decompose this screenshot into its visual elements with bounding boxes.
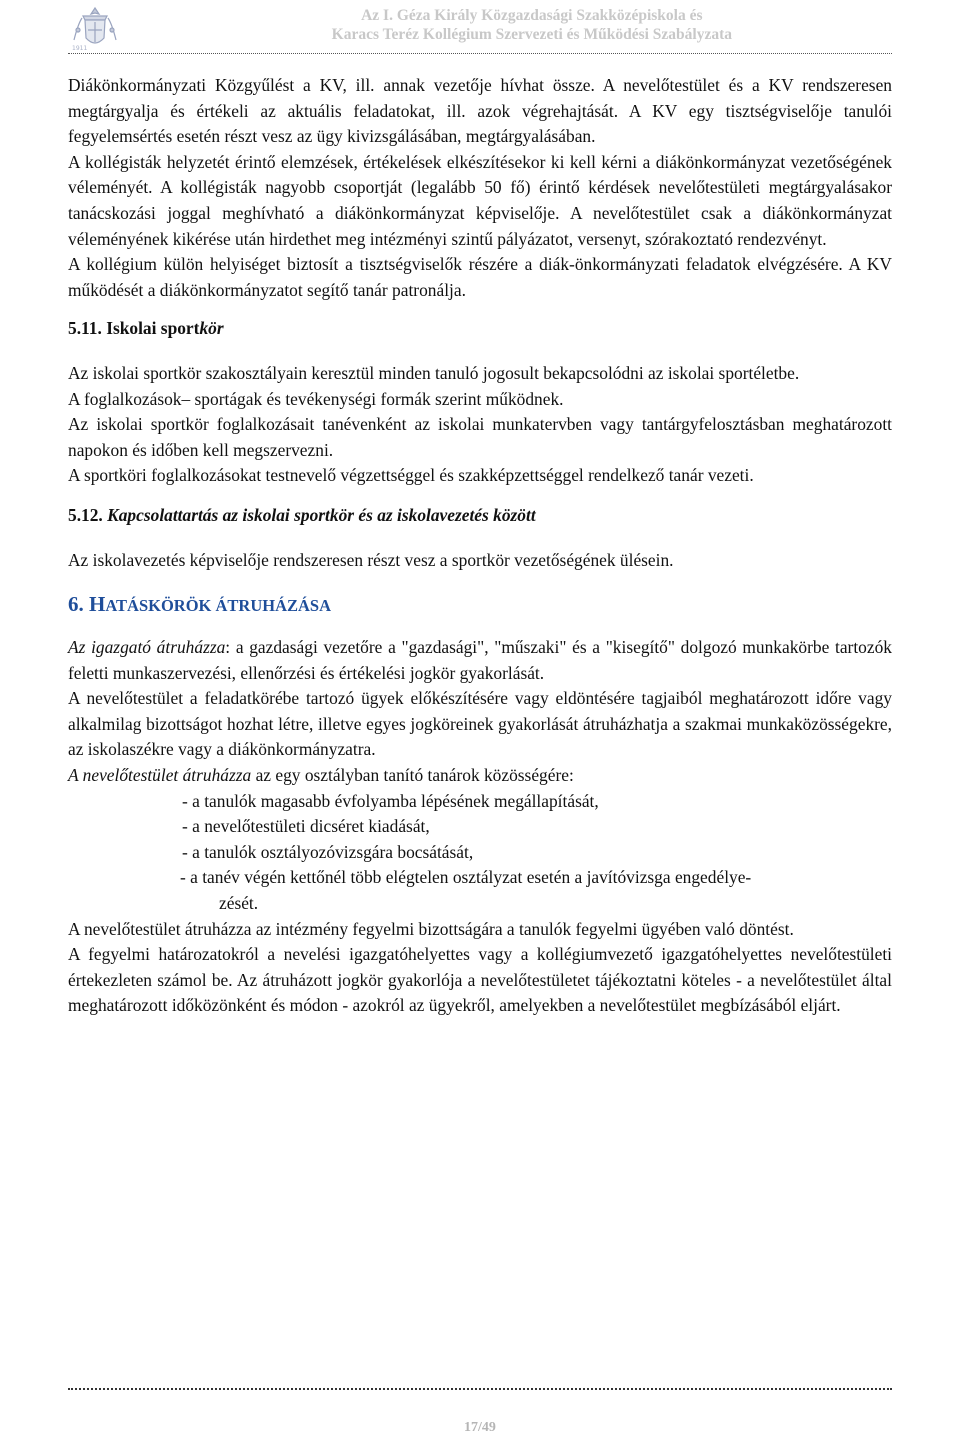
section-number: 5.11. xyxy=(68,318,102,339)
document-body xyxy=(68,73,892,1019)
header-line-1: Az I. Géza Király Közgazdasági Szakközépiskola és xyxy=(361,7,703,24)
section-title-italic: kör xyxy=(199,318,224,339)
list-item: - a tanulók osztályozóvizsgára bocsátását, xyxy=(182,841,474,862)
italic-lead: Az igazgató átruházza xyxy=(68,637,226,658)
document-title xyxy=(332,6,732,44)
paragraph-text: az egy osztályban tanító tanárok közösségére: xyxy=(251,765,574,786)
hataskor-paragraph-4: A nevelőtestület átruházza az intézmény fegyelmi bizottságára a tanulók fegyelmi ügyében való döntést. xyxy=(68,918,794,939)
list-item: - a tanulók magasabb évfolyamba lépésének megállapítását, xyxy=(182,790,599,811)
section-5-12-heading xyxy=(68,503,892,529)
sportkor-paragraph-3: Az iskolai sportkör foglalkozásait tanévenként az iskolai munkatervben vagy tantárgyfelosztásban meghatározott napokon és időben kell megszervezni. xyxy=(68,414,892,460)
list-item-continuation: zését. xyxy=(219,893,259,914)
section-number: 5.12. xyxy=(68,504,103,525)
intro-paragraph-1: Diákönkormányzati Közgyűlést a KV, ill. annak vezetője hívhat össze. A nevelőtestület és a KV rendszeresen megtárgyalja és értékeli az aktuális feladatokat, ill. azok végrehajtását. A KV egy tisztségviselője tanulói fegyelemsértés esetén részt vesz az ügy kivizsgálásában, megtárgyalásában. xyxy=(68,75,892,147)
list-item: - a nevelőtestületi dicséret kiadását, xyxy=(182,816,430,837)
sportkor-paragraph-2: A foglalkozások– sportágak és tevékenységi formák szerint működnek. xyxy=(68,388,564,409)
section-5-11-heading xyxy=(68,316,892,342)
page-header xyxy=(0,0,960,56)
section-title: Kapcsolattartás az iskolai sportkör és az iskolavezetés között xyxy=(107,504,536,525)
hataskor-paragraph-3 xyxy=(68,763,892,789)
section-title-initial: H xyxy=(89,592,106,617)
svg-text:1911: 1911 xyxy=(72,45,88,52)
hataskor-paragraph-5: A fegyelmi határozatokról a nevelési igazgatóhelyettes vagy a kollégiumvezető igazgatóhelyettes nevelőtestületi értekezleten számol be. Az átruházott jogkör gyakorlója a nevelőtestületet tájékoztatni köteles - a nevelőtestület által meghatározott időközönként és módon - azokról az ügyekről, amelyekben a nevelőtestület megbízásából eljárt. xyxy=(68,944,892,1016)
hataskor-paragraph-2: A nevelőtestület a feladatkörébe tartozó ügyek előkészítésére vagy eldöntésére tagjaiból meghatározott időre vagy alkalmilag bizottságot hozhat létre, illetve egyes jogköreinek gyakorlását átruházhatja a szakmai munkaközösségekre, az iskolaszékre vagy a diákönkormányzatra. xyxy=(68,688,892,760)
school-crest-icon xyxy=(68,4,122,52)
footer-divider xyxy=(68,1388,892,1390)
section-title: Iskolai sport xyxy=(106,318,200,339)
intro-paragraph-3: A kollégium külön helyiséget biztosít a tisztségviselők részére a diák-önkormányzati feladatok elvégzésére. A KV működését a diákönkormányzatot segítő tanár patronálja. xyxy=(68,254,892,300)
section-6-heading xyxy=(68,590,892,620)
list-item xyxy=(68,865,892,916)
intro-paragraph-2: A kollégisták helyzetét érintő elemzések, értékelések elkészítésekor ki kell kérni a diákönkormányzat vezetőségének véleményét. A kollégisták nagyobb csoportját (legalább 50 fő) érintő kérdések nevelőtestületi megtárgyalásakor tanácskozási joggal meghívható a diákönkormányzat képviselője. A nevelőtestület csak a diákönkormányzat véleményének kikérése után hirdethet meg intézményi szintű pályázatot, versenyt, szórakoztató rendezvényt. xyxy=(68,151,892,249)
hataskor-paragraph-1 xyxy=(68,635,892,686)
section-title: ATÁSKÖRÖK ÁTRUHÁZÁSA xyxy=(105,596,332,616)
paragraph-text: : a gazdasági vezetőre a "gazdasági", "műszaki" és a "kisegítő" dolgozó munkakörbe tartozók feletti munkaszervezési, ellenőrzési és értékelési jogkör gyakorlását. xyxy=(68,637,892,683)
sportkor-paragraph-4: A sportköri foglalkozásokat testnevelő végzettséggel és szakképzettséggel rendelkező tanár vezeti. xyxy=(68,465,754,486)
delegated-tasks-list xyxy=(68,789,892,917)
section-number: 6. xyxy=(68,592,84,617)
page-number: 17/49 xyxy=(464,1420,496,1435)
kapcsolattartas-paragraph: Az iskolavezetés képviselője rendszeresen részt vesz a sportkör vezetőségének ülésein. xyxy=(68,549,674,570)
header-line-2: Karacs Teréz Kollégium Szervezeti és Működési Szabályzata xyxy=(331,26,732,43)
header-divider xyxy=(68,53,892,54)
list-item-text: - a tanév végén kettőnél több elégtelen osztályzat esetén a javítóvizsga engedélye- xyxy=(180,867,752,888)
italic-lead: A nevelőtestület átruházza xyxy=(68,765,252,786)
sportkor-paragraph-1: Az iskolai sportkör szakosztályain keresztül minden tanuló jogosult bekapcsolódni az iskolai sportéletbe. xyxy=(68,362,800,383)
